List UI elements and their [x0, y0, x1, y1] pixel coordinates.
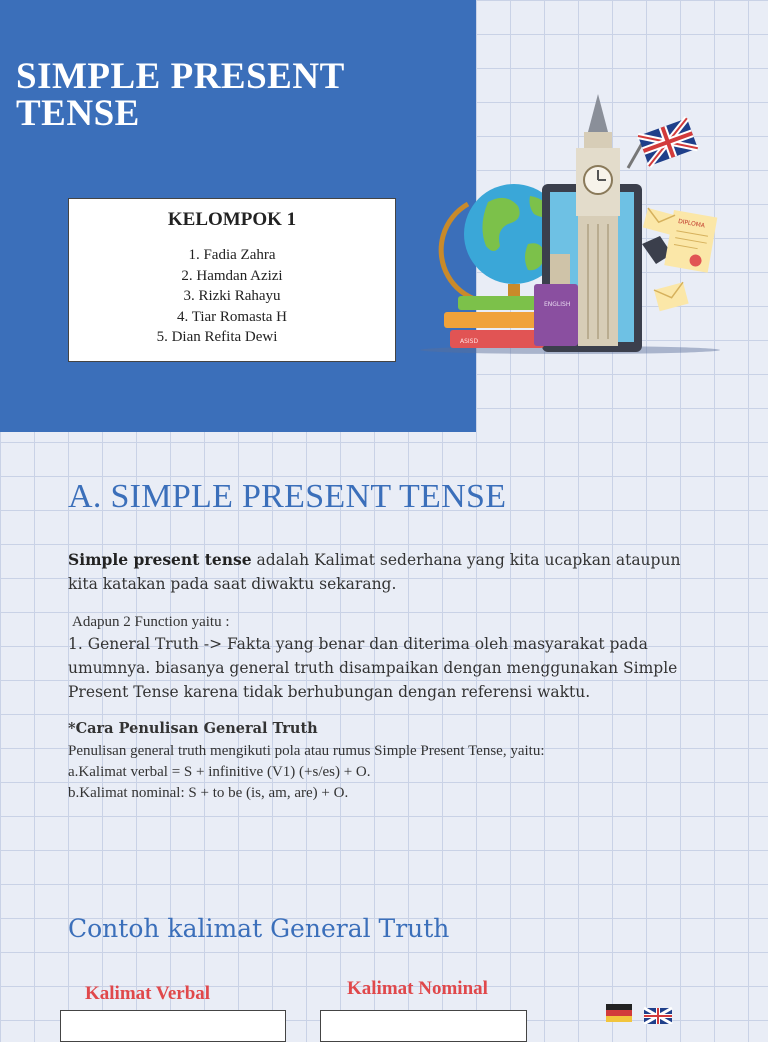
- label-kalimat-nominal: Kalimat Nominal: [347, 978, 488, 999]
- member-item: 5. Dian Refita Dewi: [156, 329, 278, 345]
- uk-flag-icon: [628, 118, 698, 168]
- member-item: 4. Tiar Romasta H: [176, 308, 287, 325]
- member-item: 2. Hamdan Azizi: [181, 267, 283, 284]
- definition-text: adalah Kalimat sederhana yang kita ucapkan ataupun kita katakan pada saat diwaktu sekarang.: [68, 551, 681, 593]
- cara-line: a.Kalimat verbal = S + infinitive (V1) (+s/es) + O.: [68, 764, 371, 780]
- nominal-example-box: [320, 1010, 527, 1042]
- english-learning-illustration: [410, 84, 730, 364]
- book-label: ENGLISH: [544, 301, 571, 308]
- german-flag-icon: [606, 1004, 632, 1022]
- page-title: SIMPLE PRESENT TENSE: [16, 56, 345, 134]
- cara-line: b.Kalimat nominal: S + to be (is, am, are) + O.: [68, 785, 349, 801]
- diploma-label: DIPLOMA: [677, 217, 706, 230]
- member-list: [69, 245, 395, 348]
- definition-term: Simple present tense: [68, 550, 252, 569]
- member-item: 3. Rizki Rahayu: [183, 288, 281, 304]
- cara-line: Penulisan general truth mengikuti pola atau rumus Simple Present Tense, yaitu:: [68, 743, 545, 759]
- uk-flag-icon: [644, 1008, 672, 1024]
- section-title: A. SIMPLE PRESENT TENSE: [68, 478, 507, 515]
- cara-penulisan-list: [68, 741, 708, 804]
- examples-title: Contoh kalimat General Truth: [68, 914, 450, 943]
- function-item: 1. General Truth -> Fakta yang benar dan diterima oleh masyarakat pada umumnya. biasanya general truth disampaikan dengan menggunakan Simple Present Tense karena tidak berhubungan dengan referensi waktu.: [68, 635, 678, 701]
- cara-penulisan-title: *Cara Penulisan General Truth: [68, 720, 318, 737]
- function-intro: Adapun 2 Function yaitu :: [72, 614, 230, 630]
- title-banner: [0, 0, 479, 432]
- verbal-example-box: [60, 1010, 286, 1042]
- label-kalimat-verbal: Kalimat Verbal: [85, 983, 211, 1004]
- book-label: ASISD: [460, 338, 479, 345]
- definition-paragraph: [68, 548, 708, 596]
- group-members-box: [68, 198, 396, 362]
- group-title: KELOMPOK 1: [167, 209, 297, 230]
- member-item: 1. Fadia Zahra: [188, 247, 276, 263]
- flags-illustration: [606, 1002, 676, 1024]
